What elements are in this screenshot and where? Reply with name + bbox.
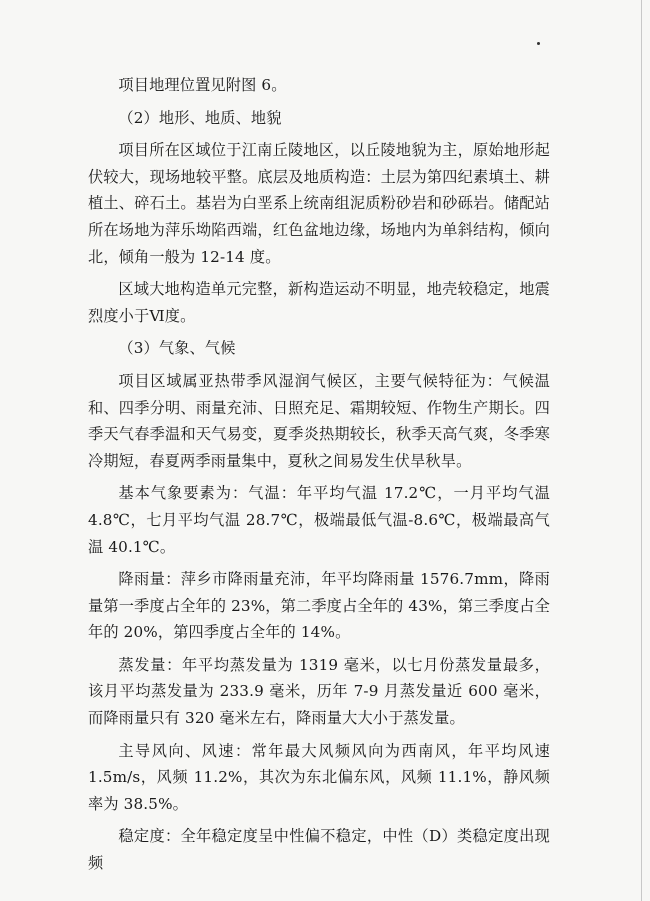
paragraph-wind: 主导风向、风速：常年最大风频风向为西南风，年平均风速 1.5m/s，风频 11.2%，其次为东北偏东风，风频 11.1%，静风频率为 38.5%。 [88,741,550,813]
scan-edge-line [641,0,642,901]
paragraph-rainfall: 降雨量：萍乡市降雨量充沛，年平均降雨量 1576.7mm，降雨量第一季度占全年的 23%，第二季度占全年的 43%，第三季度占全年的 20%，第四季度占全年的 14%。 [88,570,550,642]
paragraph-tectonics: 区域大地构造单元完整，新构造运动不明显，地壳较稳定，地震烈度小于Ⅵ度。 [88,280,550,325]
paragraph-location-ref: 项目地理位置见附图 6。 [118,76,287,94]
scan-speck [537,42,540,45]
document-body [88,72,550,877]
paragraph-terrain: 项目所在区域位于江南丘陵地区，以丘陵地貌为主，原始地形起伏较大，现场地较平整。底层及地质构造：土层为第四纪素填土、耕植土、碎石土。基岩为白垩系上统南组泥质粉砂岩和砂砾岩。储配站所在场地为萍乐坳陷西端，红色盆地边缘，场地内为单斜结构，倾向北，倾角一般为 12-14 度。 [88,141,550,266]
paragraph-climate: 项目区域属亚热带季风湿润气候区，主要气候特征为：气候温和、四季分明、雨量充沛、日照充足、霜期较短、作物生产期长。四季天气春季温和天气易变，夏季炎热期较长，秋季天高气爽，冬季寒冷期短，春夏两季雨量集中，夏秋之间易发生伏旱秋旱。 [88,371,550,470]
section-heading-climate: （3）气象、气候 [118,339,236,358]
paragraph-temperature: 基本气象要素为：气温：年平均气温 17.2℃，一月平均气温 4.8℃，七月平均气温 28.7℃，极端最低气温-8.6℃，极端最高气温 40.1℃。 [88,484,550,556]
paragraph-evaporation: 蒸发量：年平均蒸发量为 1319 毫米，以七月份蒸发量最多，该月平均蒸发量为 233.9 毫米，历年 7-9 月蒸发量近 600 毫米，而降雨量只有 320 毫米左右，降雨量大大小于蒸发量。 [88,655,550,728]
paragraph-stability: 稳定度：全年稳定度呈中性偏不稳定，中性（D）类稳定度出现频 [88,827,550,873]
section-heading-terrain: （2）地形、地质、地貌 [118,108,282,127]
